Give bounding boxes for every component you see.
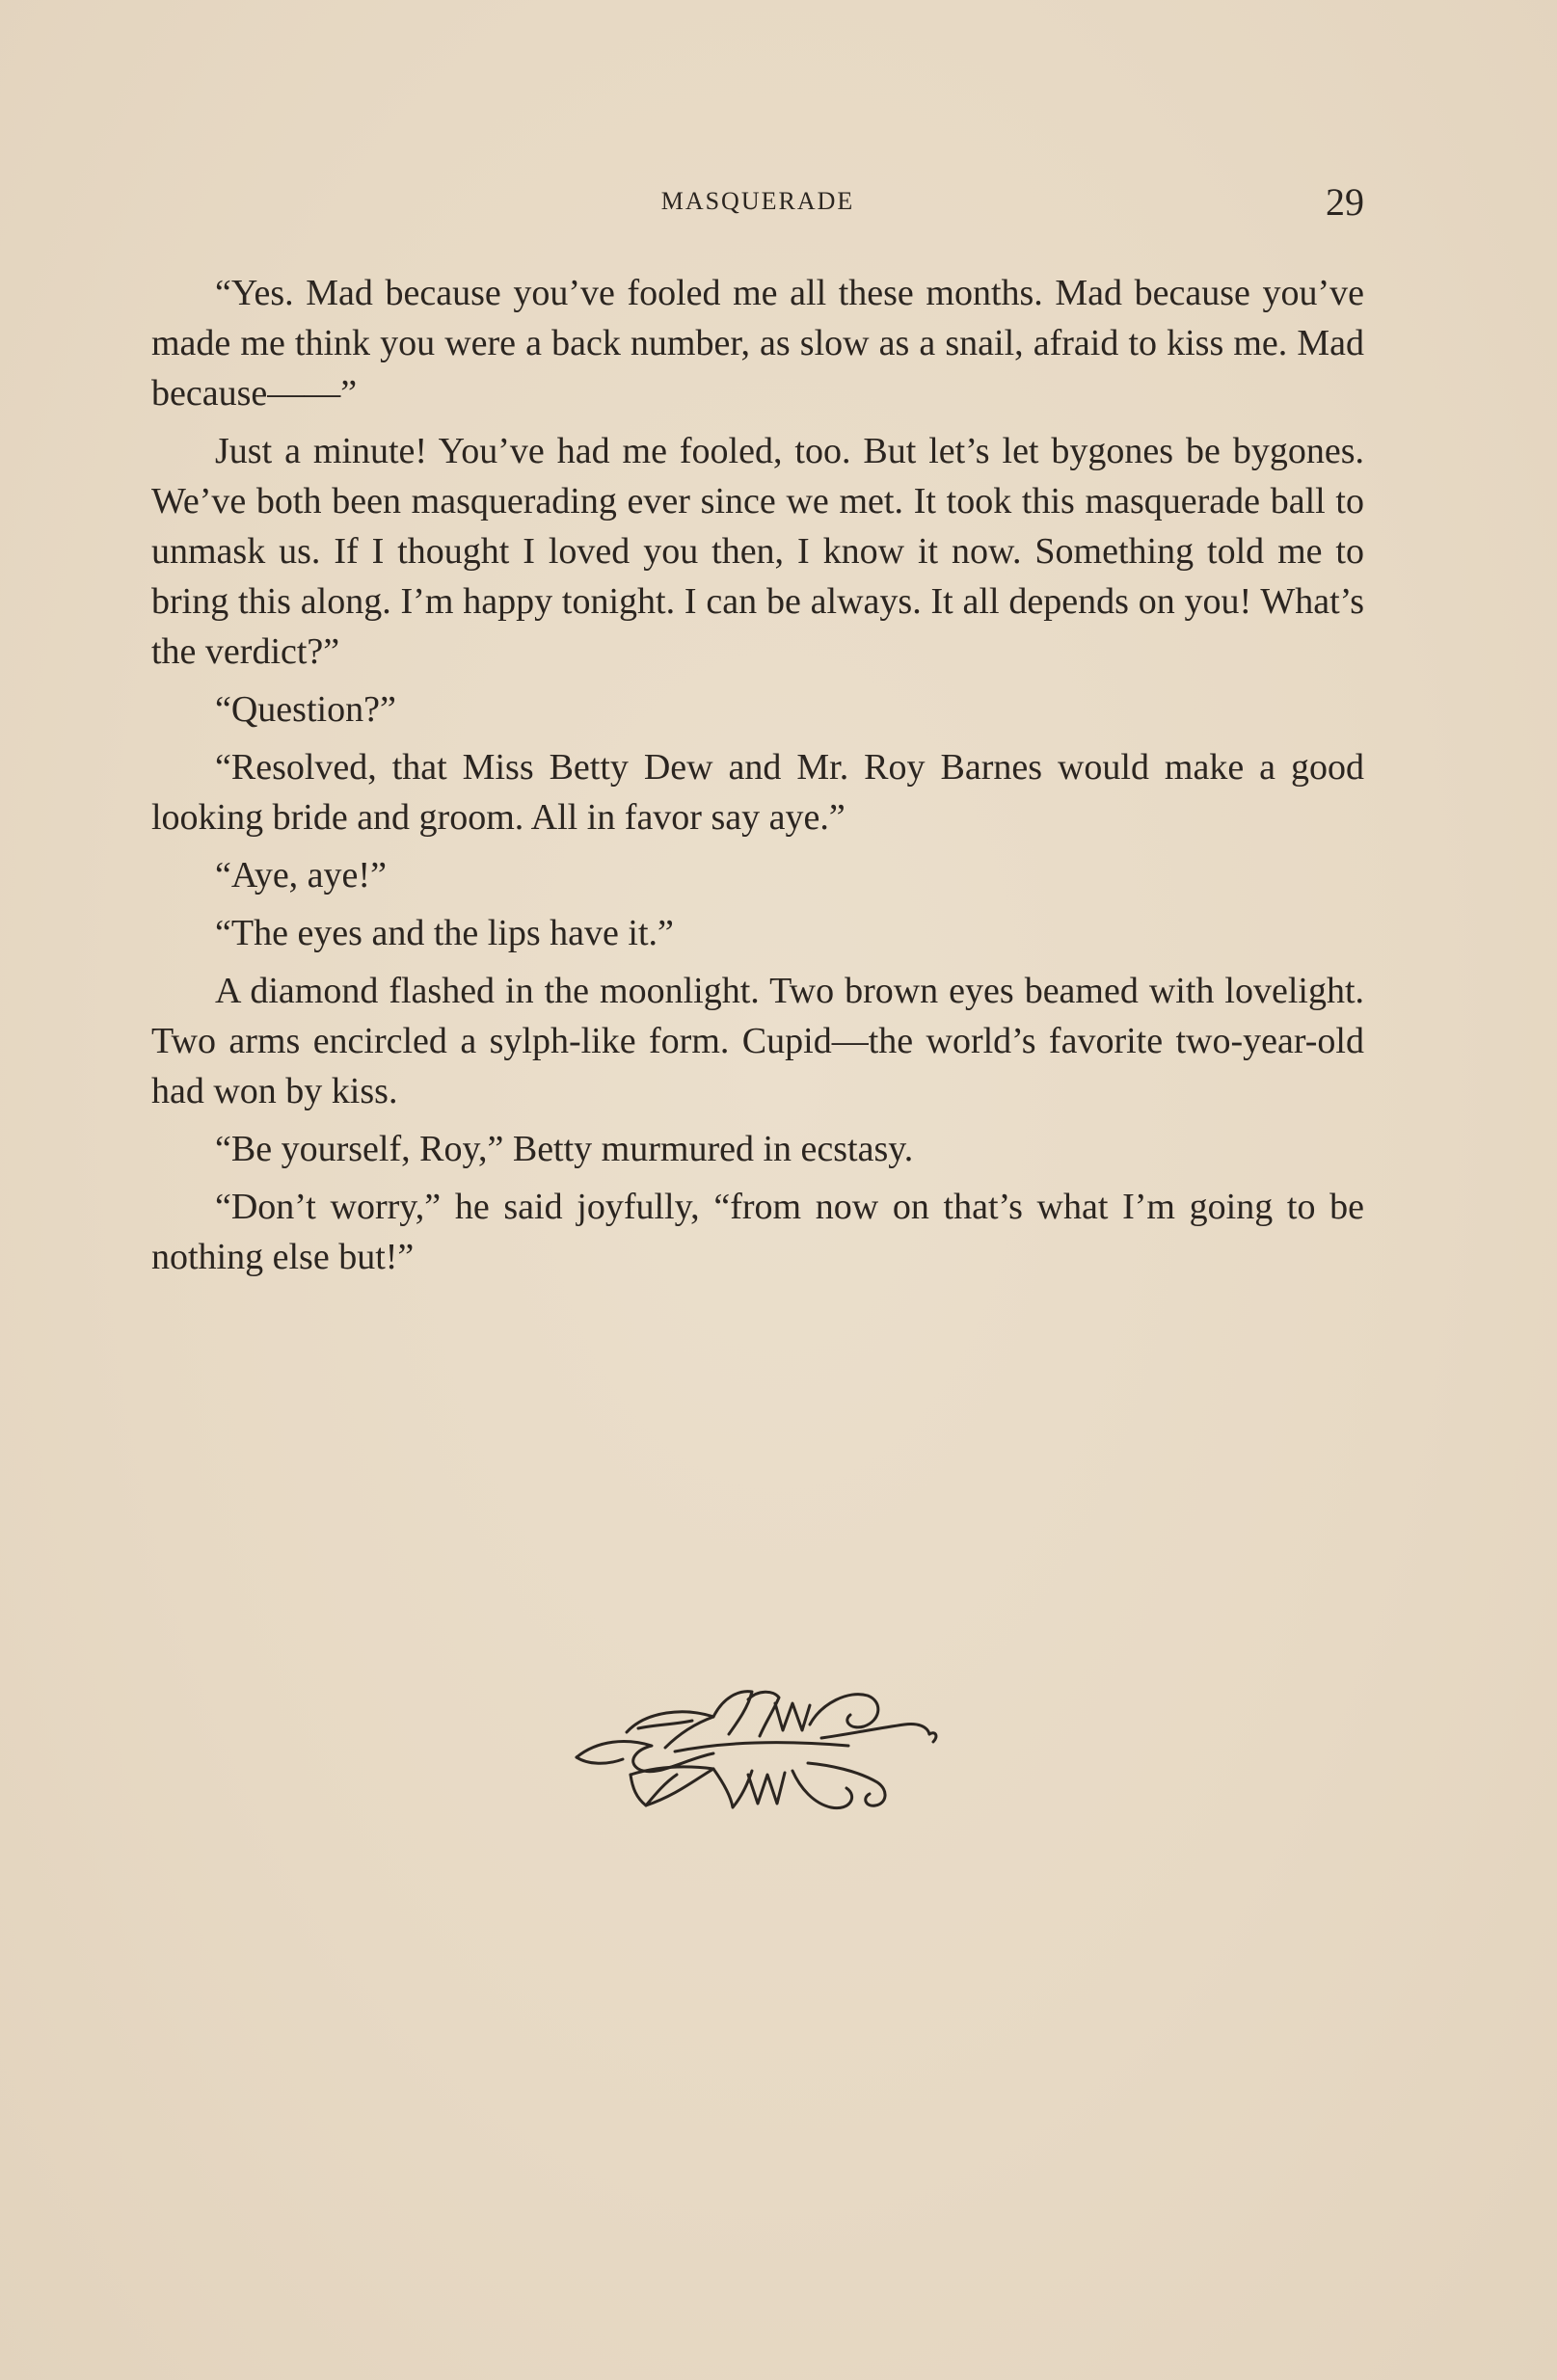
floral-scroll-ornament-icon [569, 1682, 954, 1817]
paragraph: “Aye, aye!” [215, 855, 387, 896]
paragraph: “The eyes and the lips have it.” [215, 913, 674, 953]
running-head [151, 179, 1364, 222]
paragraph: Just a minute! You’ve had me fooled, too. But let’s let bygones be bygones. We’ve both been masquerading ever since we met. It took this masquerade ball to unmask us. If I thought I loved you then, I know it now. Something told me to bring this along. I’m happy tonight. I can be always. It all depends on you! What’s the verdict?” [151, 431, 1364, 672]
page-number: 29 [1326, 180, 1364, 224]
running-title: MASQUERADE [660, 187, 855, 215]
paragraph: “Don’t worry,” he said joyfully, “from now on that’s what I’m going to be nothing else but!” [151, 1187, 1364, 1277]
paragraph: “Question?” [215, 689, 396, 730]
paragraph: A diamond flashed in the moonlight. Two brown eyes beamed with lovelight. Two arms encircled a sylph-like form. Cupid—the world’s favorite two-year-old had won by kiss. [151, 971, 1364, 1111]
body-text [151, 268, 1364, 1290]
paragraph: “Yes. Mad because you’ve fooled me all these months. Mad because you’ve made me think you were a back number, as slow as a snail, afraid to kiss me. Mad because——” [151, 273, 1364, 414]
paragraph: “Be yourself, Roy,” Betty murmured in ecstasy. [215, 1129, 914, 1169]
paragraph: “Resolved, that Miss Betty Dew and Mr. Roy Barnes would make a good looking bride and groom. All in favor say aye.” [151, 747, 1364, 838]
